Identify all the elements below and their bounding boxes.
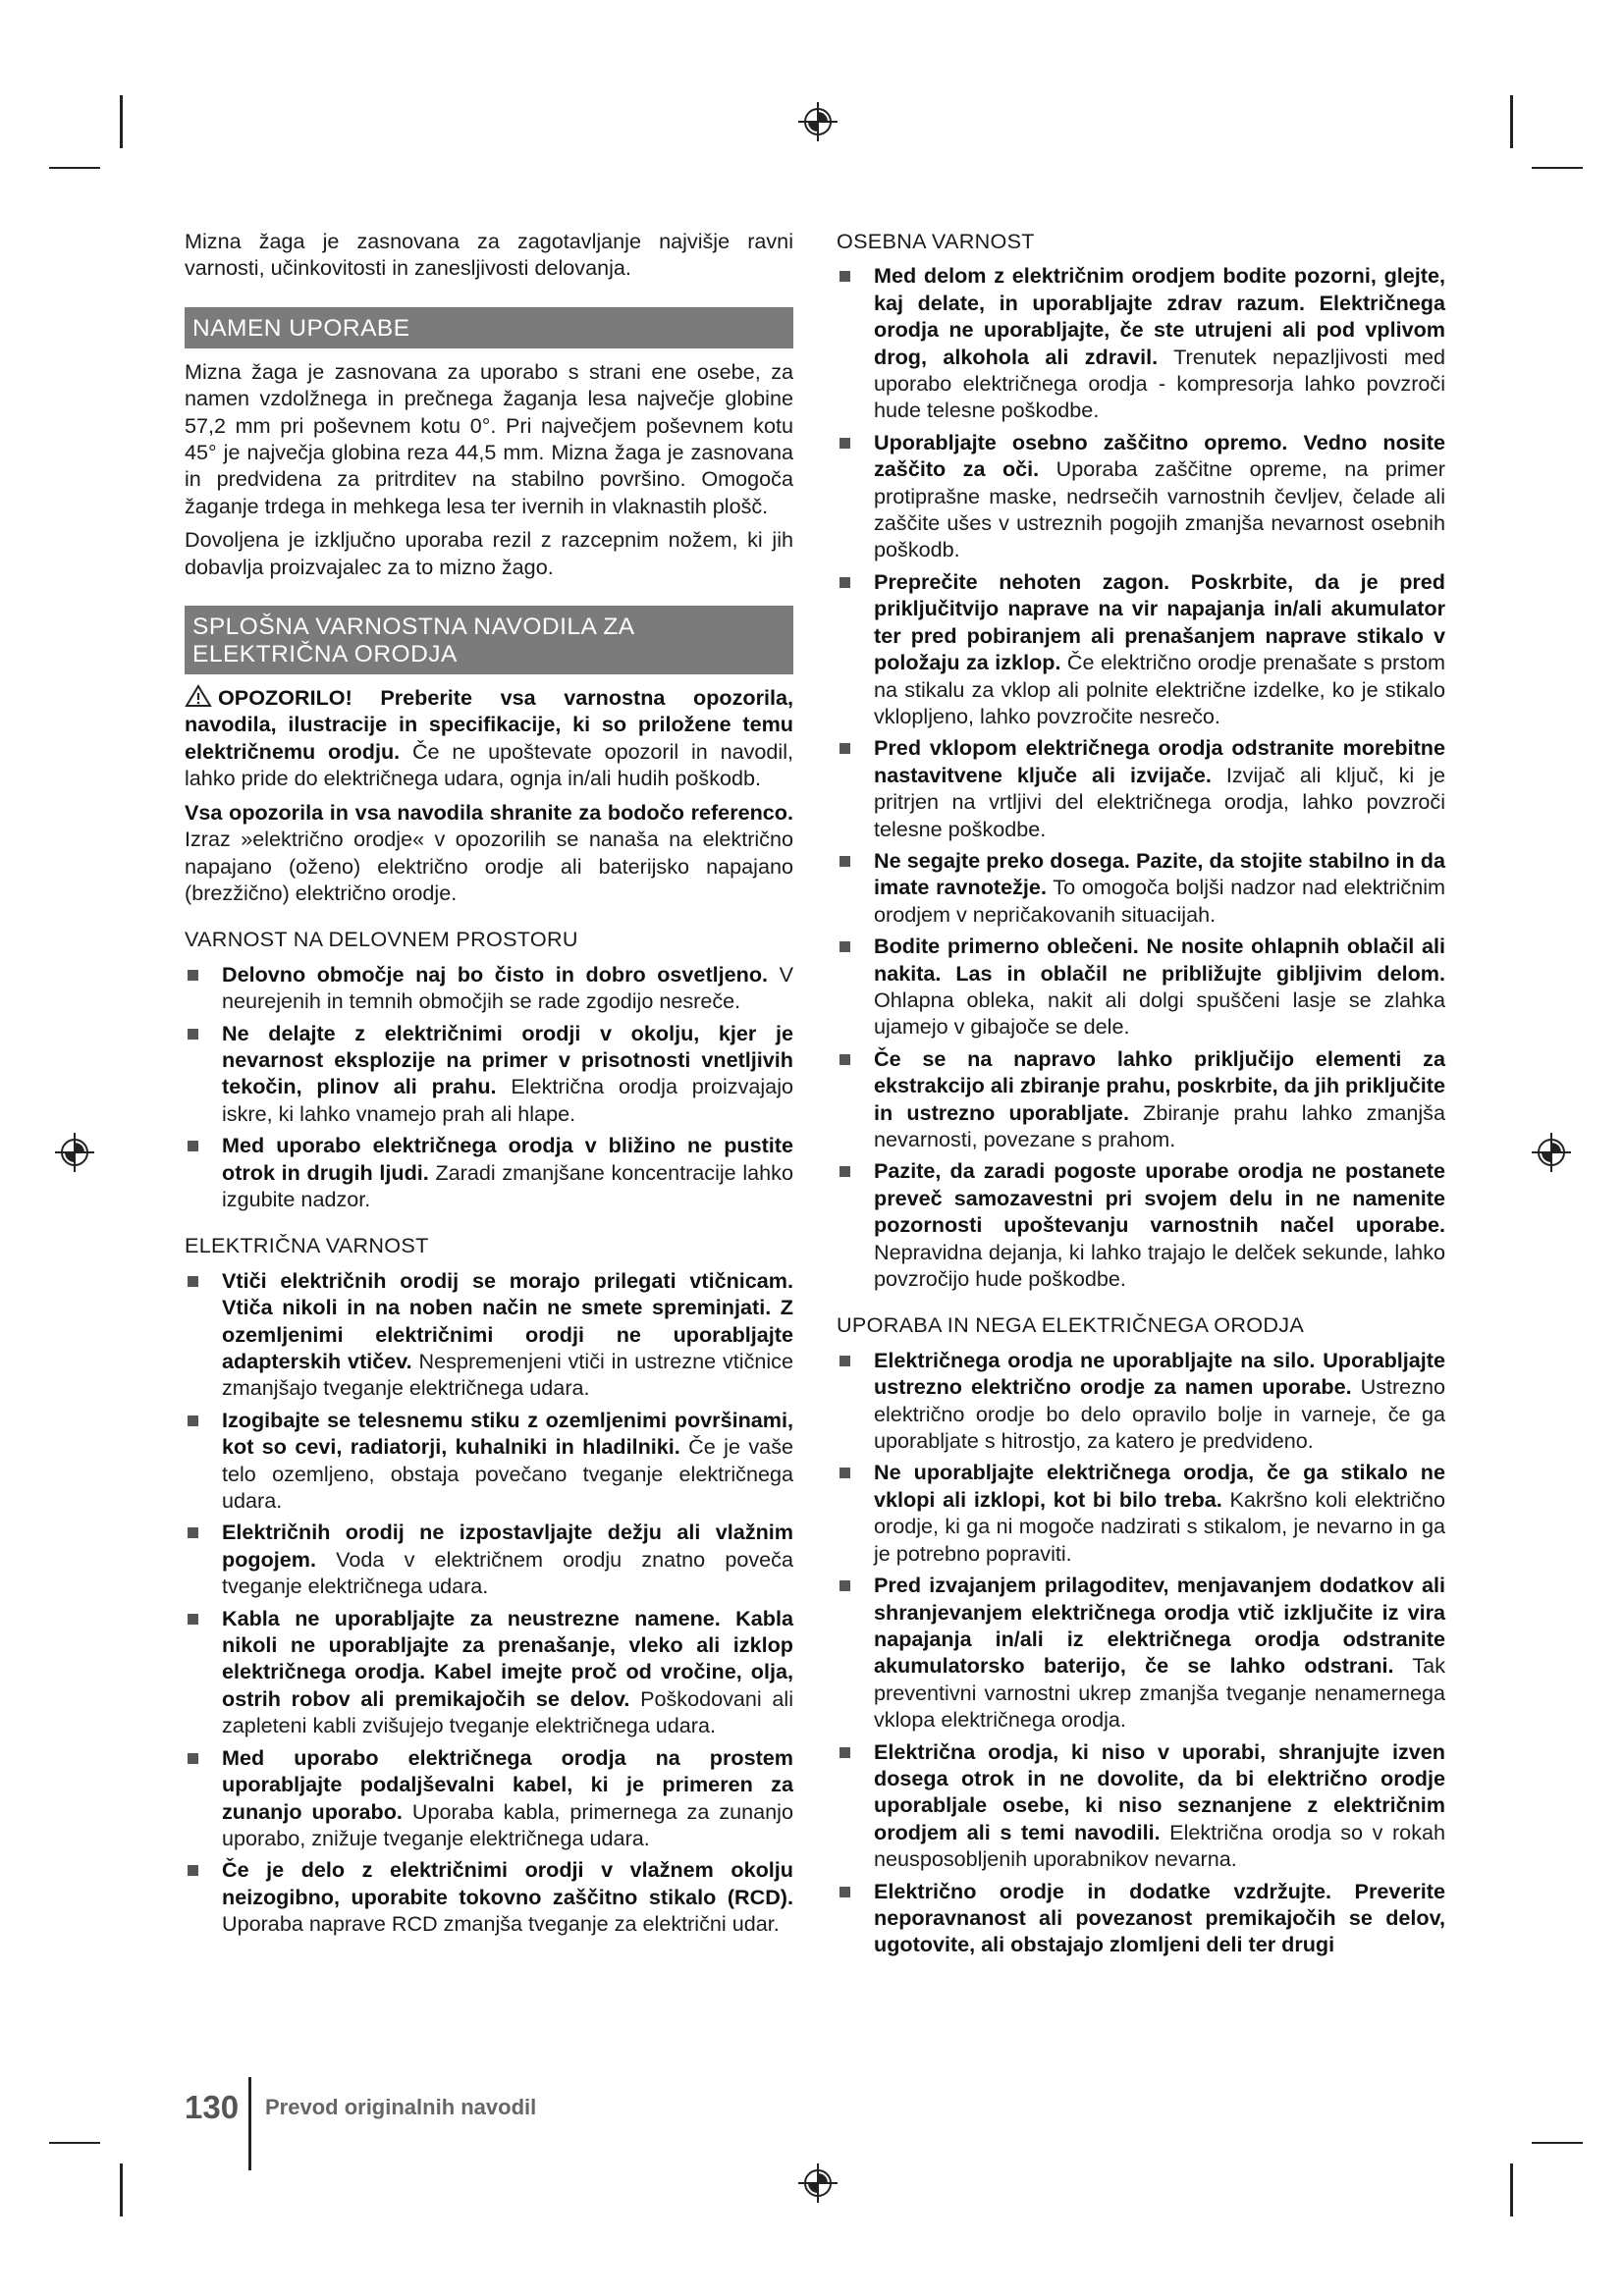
bullet-square-icon [188,1527,198,1538]
bullet-square-icon [188,970,198,981]
bullet-square-icon [839,271,850,282]
item-bold-text: Med uporabo električnega orodja na prostem uporabljajte podaljševalni kabel, ki je primeren za zunanjo uporabo. [222,1744,793,1824]
bullet-square-icon [188,1141,198,1151]
list-item [185,1856,793,1937]
item-bold-text: Električna orodja, ki niso v uporabi, shranjujte izven dosega otrok in ne dovolite, da bi električno orodje uporabljale osebe, ki niso seznanjene z električnim orodjem ali s temi navodili. [874,1738,1445,1844]
item-text: Nespremenjeni vtiči in ustrezne vtičnice zmanjšajo tveganje električnega udara. [222,1349,793,1401]
list-item [837,1347,1445,1455]
footer-title: Prevod originalnih navodil [265,2095,537,2119]
warning-bold-text: OPOZORILO! Preberite vsa varnostna opozorila, navodila, ilustracije in specifikacije, ki so priložene temu električnemu orodju. [185,685,793,764]
list-item [185,1132,793,1212]
list-item [837,1572,1445,1733]
left-column [185,228,793,1943]
item-text: Izvijač ali ključ, ki je pritrjen na vrtljivi del električnega orodja, lahko povzroči telesne poškodbe. [874,762,1445,841]
crop-mark [120,95,123,148]
list-item [837,1157,1445,1292]
item-bold-text: Pazite, da zaradi pogoste uporabe orodja ne postanete preveč samozavestni pri svojem delu in ne namenite pozornosti upoštevanju varnostnih načel uporabe. [874,1158,1445,1238]
list-item [837,1878,1445,1958]
intro-paragraph: Mizna žaga je zasnovana za zagotavljanje najvišje ravni varnosti, učinkovitosti in zanesljivosti delovanja. [185,229,793,281]
item-text: Če električno orodje prenašate s prstom na stikalu za vklop ali polnite električne izdelke, ko je stikalo vklopljeno, lahko povzročite nesrečo. [874,650,1445,728]
bullet-square-icon [839,743,850,754]
list-item [837,568,1445,729]
item-bold-text: Med uporabo električnega orodja v bližino ne pustite otrok in drugih ljudi. [222,1133,793,1185]
item-bold-text: Vtiči električnih orodij se morajo prilegati vtičnicam. Vtiča nikoli in na noben način ne smete spreminjati. Z ozemljenimi električnimi orodji ne uporabljajte adapterskih vtičev. [222,1267,793,1373]
list-item [837,1738,1445,1873]
warning-paragraph [185,684,793,792]
bullet-square-icon [839,941,850,952]
item-text: Zbiranje prahu lahko zmanjša nevarnosti, povezane s prahom. [874,1099,1445,1151]
item-bold-text: Delovno območje naj bo čisto in dobro osvetljeno. [222,961,769,987]
item-text: V neurejenih in temnih območjih se rade zgodijo nesreče. [222,961,793,1014]
bullet-square-icon [188,1614,198,1625]
subheading-osebna-varnost: OSEBNA VARNOST [837,229,1035,253]
list-item [837,429,1445,563]
item-bold-text: Kabla ne uporabljajte za neustrezne namene. Kabla nikoli ne uporabljajte za prenašanje, vleko ali izklop električnega orodja. Kabel imejte proč od vročine, olja, ostrih robov ali premikajočih se delov. [222,1605,793,1711]
footer-divider [248,2077,251,2170]
bullet-square-icon [839,1580,850,1591]
item-text: Ohlapna obleka, nakit ali dolgi spuščeni lasje se zlahka ujamejo v gibajoče se dele. [874,987,1445,1040]
crop-mark [1532,2142,1583,2144]
item-bold-text: Električnega orodja ne uporabljajte na silo. Uporabljajte ustrezno električno orodje za namen uporabe. [874,1347,1445,1400]
item-text: Trenutek nepazljivosti med uporabo električnega orodja - kompresorja lahko povzroči hude telesne poškodbe. [874,344,1445,423]
item-bold-text: Med delom z električnim orodjem bodite pozorni, glejte, kaj delate, in uporabljajte zdrav razum. Električnega orodja ne uporabljajte, če ste utrujeni ali pod vplivom drog, alkohola ali zdravil. [874,263,1445,369]
osebna-list [837,262,1445,1292]
list-item [837,734,1445,842]
list-item [185,1519,793,1599]
bullet-square-icon [188,1276,198,1287]
list-item [185,1605,793,1739]
bullet-square-icon [839,1356,850,1366]
crop-mark [49,2142,100,2144]
item-text: Voda v električnem orodju znatno poveča tveganje električnega udara. [222,1546,793,1599]
subheading-delovni-prostor: VARNOST NA DELOVNEM PROSTORU [185,927,578,952]
crop-mark [1510,95,1513,148]
list-item [837,847,1445,928]
item-bold-text: Izogibajte se telesnemu stiku z ozemljenimi površinami, kot so cevi, radiatorji, kuhalniki in hladilniki. [222,1407,793,1460]
item-text: Električna orodja so v rokah neusposobljenih uporabnikov nevarna. [874,1819,1446,1872]
bullet-square-icon [839,1747,850,1758]
list-item [837,262,1445,423]
bullet-square-icon [839,1166,850,1177]
list-item [185,961,793,1015]
item-text: Če je vaše telo ozemljeno, obstaja povečano tveganje električnega udara. [222,1434,793,1514]
item-text: Uporaba kabla, primernega za zunanjo uporabo, znižuje tveganje električnega udara. [222,1798,793,1850]
item-bold-text: Ne delajte z električnimi orodji v okolju, kjer je nevarnost eksplozije na primer v prisotnosti vnetljivih tekočin, plinov ali prahu. [222,1020,793,1099]
item-bold-text: Uporabljajte osebno zaščitno opremo. Vedno nosite zaščito za oči. [874,429,1445,482]
namen-paragraph-1: Mizna žaga je zasnovana za uporabo s strani ene osebe, za namen vzdolžnega in prečnega žaganja lesa največje globine 57,2 mm pri poševnem kotu 0°. Pri največjem poševnem kotu 45° je največja globina reza 44,5 mm. Mizna žaga je zasnovana in predvidena za pritrditev na stabilno površino. Omogoča žaganje trdega in mehkega lesa ter ivernih in vlaknastih plošč. [185,358,793,518]
item-text: Nepravidna dejanja, ki lahko trajajo le delček sekunde, lahko povzročijo hude poškodbe. [874,1239,1445,1292]
item-text: Tak preventivni varnostni ukrep zmanjša tveganje nenamernega vklopa električnega orodja. [874,1653,1445,1733]
elektricna-list [185,1267,793,1938]
bullet-square-icon [839,856,850,867]
subheading-uporaba-nega: UPORABA IN NEGA ELEKTRIČNEGA ORODJA [837,1312,1305,1338]
list-item [837,1045,1445,1153]
keep-instructions-paragraph [185,799,793,907]
item-bold-text: Električnih orodij ne izpostavljajte dežju ali vlažnim pogojem. [222,1520,793,1572]
delovni-list [185,961,793,1213]
bullet-square-icon [839,1468,850,1478]
item-text: Ustrezno električno orodje bo delo opravilo bolje in varneje, če ga uporabljate s hitrostjo, za katero je predvideno. [874,1374,1446,1454]
list-item [185,1407,793,1515]
bullet-square-icon [839,1887,850,1897]
page-number: 130 [185,2089,240,2125]
registration-mark-icon [53,1131,96,1174]
keep-bold-text: Vsa opozorila in vsa navodila shranite za bodočo referenco. [185,799,793,825]
bullet-square-icon [839,577,850,588]
crop-mark [1532,167,1583,169]
item-bold-text: Ne segajte preko dosega. Pazite, da stojite stabilno in da imate ravnotežje. [874,847,1445,900]
bullet-square-icon [188,1753,198,1764]
item-text: Uporaba zaščitne opreme, na primer protiprašne maske, nedrsečih varnostnih čevljev, čelade ali zaščite ušes v ustreznih pogojih zmanjša nevarnost osebnih poškodb. [874,456,1445,562]
registration-mark-icon [796,100,839,143]
section-heading-namen-uporabe: NAMEN UPORABE [185,307,793,348]
registration-mark-icon [1530,1131,1573,1174]
item-text: Zaradi zmanjšane koncentracije lahko izgubite nadzor. [222,1159,793,1211]
item-bold-text: Električno orodje in dodatke vzdržujte. Preverite neporavnanost ali povezanost premikajočih se delov, ugotovite, ali obstajajo zlomljeni deli ter drugi [874,1878,1445,1957]
warning-text: Če ne upoštevate opozoril in navodil, lahko pride do električnega udara, ognja in/ali hudih poškodb. [185,738,793,791]
list-item [185,1267,793,1402]
list-item [185,1020,793,1128]
namen-paragraph-2: Dovoljena je izključno uporaba rezil z razcepnim nožem, ki jih dobavlja proizvajalec za to mizno žago. [185,527,793,579]
keep-text: Izraz »električno orodje« v opozorilih se nanaša na električno napajano (oženo) električno orodje ali baterijsko napajano (brezžično) električno orodje. [185,827,793,905]
item-bold-text: Preprečite nehoten zagon. Poskrbite, da je pred priključitvijo naprave na vir napajanja in/ali akumulator ter pred pobiranjem ali prenašanjem naprave stikalo v položaju za izklop. [874,568,1445,675]
crop-mark [120,2163,123,2216]
bullet-square-icon [839,1054,850,1065]
subheading-elektricna-varnost: ELEKTRIČNA VARNOST [185,1233,429,1258]
item-bold-text: Če je delo z električnimi orodji v vlažnem okolju neizogibno, uporabite tokovno zaščitno stikalo (RCD). [222,1857,793,1909]
bullet-square-icon [188,1415,198,1426]
section-heading-splosna-navodila: SPLOŠNA VARNOSTNA NAVODILA ZA ELEKTRIČNA ORODJA [185,606,793,674]
right-column [837,228,1445,1963]
item-text: Uporaba naprave RCD zmanjša tveganje za električni udar. [222,1911,780,1937]
bullet-square-icon [188,1865,198,1876]
list-item [837,933,1445,1041]
item-text: Kakršno koli električno orodje, ki ga ni mogoče nadzirati s stikalom, je nevarno in ga je potrebno popraviti. [874,1486,1445,1566]
item-bold-text: Pred izvajanjem prilagoditev, menjavanjem dodatkov ali shranjevanjem električnega orodja vtič izključite iz vira napajanja in/ali iz električnega orodja odstranite akumulatorsko baterijo, če se lahko odstrani. [874,1573,1445,1679]
list-item [185,1744,793,1852]
bullet-square-icon [188,1029,198,1040]
crop-mark [49,167,100,169]
item-bold-text: Ne uporabljajte električnega orodja, če ga stikalo ne vklopi ali izklopi, kot bi bilo treba. [874,1460,1445,1512]
uporaba-list [837,1347,1445,1958]
list-item [837,1459,1445,1567]
bullet-square-icon [839,438,850,449]
item-text: Poškodovani ali zapleteni kabli zvišujejo tveganje električnega udara. [222,1685,793,1738]
item-bold-text: Če se na napravo lahko priključijo elementi za ekstrakcijo ali zbiranje prahu, poskrbite, da jih priključite in ustrezno uporabljate. [874,1045,1446,1125]
crop-mark [1510,2163,1513,2216]
warning-triangle-icon [185,684,212,708]
registration-mark-icon [796,2162,839,2205]
item-text: To omogoča boljši nadzor nad električnim orodjem v nepričakovanih situacijah. [874,875,1446,927]
item-bold-text: Pred vklopom električnega orodja odstranite morebitne nastavitvene ključe ali izvijače. [874,735,1445,787]
item-bold-text: Bodite primerno oblečeni. Ne nosite ohlapnih oblačil ali nakita. Las in oblačil ne približujte gibljivim delom. [874,934,1445,986]
item-text: Električna orodja proizvajajo iskre, ki lahko vnamejo prah ali hlape. [222,1074,794,1126]
